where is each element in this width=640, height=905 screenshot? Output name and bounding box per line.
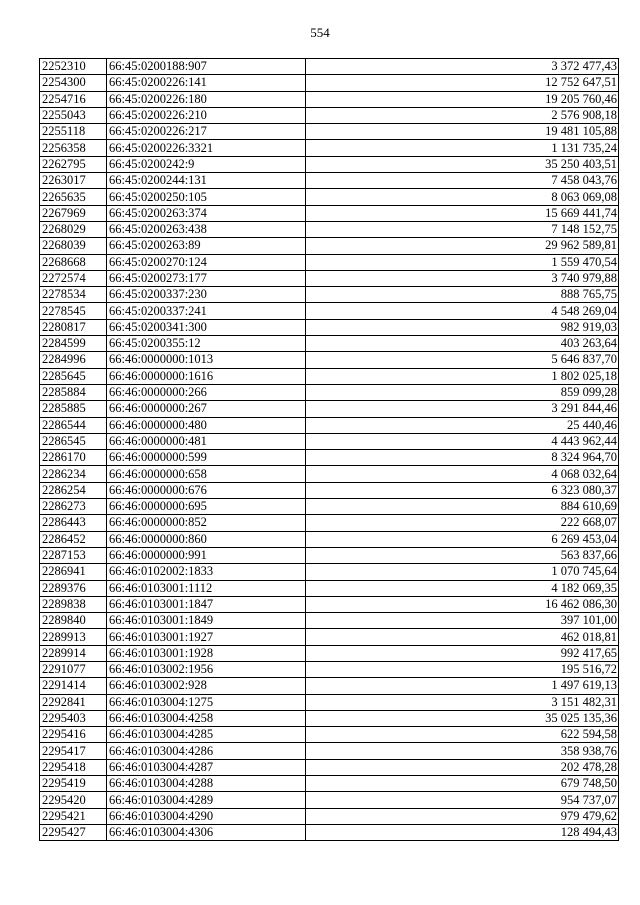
record-id-cell: 2289376 <box>40 580 107 596</box>
record-id-cell: 2262795 <box>40 156 107 172</box>
table-row <box>40 107 619 123</box>
record-id-cell: 2254716 <box>40 91 107 107</box>
cadastral-number-cell: 66:46:0000000:599 <box>107 450 306 466</box>
table-row <box>40 91 619 107</box>
record-id-cell: 2263017 <box>40 173 107 189</box>
cadastral-number-cell: 66:45:0200226:180 <box>107 91 306 107</box>
cadastral-number-cell: 66:45:0200263:89 <box>107 238 306 254</box>
amount-cell: 4 068 032,64 <box>306 466 619 482</box>
table-row <box>40 482 619 498</box>
cadastral-number-cell: 66:46:0000000:695 <box>107 499 306 515</box>
cadastral-number-cell: 66:46:0000000:991 <box>107 547 306 563</box>
amount-cell: 1 497 619,13 <box>306 678 619 694</box>
amount-cell: 1 802 025,18 <box>306 368 619 384</box>
table-row <box>40 270 619 286</box>
record-id-cell: 2268029 <box>40 221 107 237</box>
record-id-cell: 2295420 <box>40 792 107 808</box>
cadastral-number-cell: 66:46:0103004:4288 <box>107 776 306 792</box>
record-id-cell: 2280817 <box>40 319 107 335</box>
cadastral-number-cell: 66:46:0000000:676 <box>107 482 306 498</box>
table-row <box>40 75 619 91</box>
record-id-cell: 2286941 <box>40 564 107 580</box>
table-row <box>40 564 619 580</box>
amount-cell: 2 576 908,18 <box>306 107 619 123</box>
record-id-cell: 2268039 <box>40 238 107 254</box>
cadastral-number-cell: 66:46:0000000:266 <box>107 384 306 400</box>
cadastral-number-cell: 66:46:0103002:928 <box>107 678 306 694</box>
record-id-cell: 2286452 <box>40 531 107 547</box>
table-row <box>40 450 619 466</box>
record-id-cell: 2286273 <box>40 499 107 515</box>
amount-cell: 954 737,07 <box>306 792 619 808</box>
amount-cell: 19 481 105,88 <box>306 124 619 140</box>
cadastral-number-cell: 66:45:0200226:210 <box>107 107 306 123</box>
amount-cell: 397 101,00 <box>306 613 619 629</box>
record-id-cell: 2289913 <box>40 629 107 645</box>
amount-cell: 195 516,72 <box>306 661 619 677</box>
cadastral-number-cell: 66:45:0200273:177 <box>107 270 306 286</box>
cadastral-number-cell: 66:46:0000000:860 <box>107 531 306 547</box>
page-number: 554 <box>310 25 330 40</box>
table-row <box>40 124 619 140</box>
amount-cell: 1 559 470,54 <box>306 254 619 270</box>
table-row <box>40 629 619 645</box>
record-id-cell: 2286254 <box>40 482 107 498</box>
amount-cell: 982 919,03 <box>306 319 619 335</box>
amount-cell: 979 479,62 <box>306 808 619 824</box>
amount-cell: 5 646 837,70 <box>306 352 619 368</box>
record-id-cell: 2285885 <box>40 401 107 417</box>
amount-cell: 679 748,50 <box>306 776 619 792</box>
record-id-cell: 2295421 <box>40 808 107 824</box>
cadastral-number-cell: 66:46:0000000:1013 <box>107 352 306 368</box>
amount-cell: 4 548 269,04 <box>306 303 619 319</box>
record-id-cell: 2285645 <box>40 368 107 384</box>
cadastral-number-cell: 66:46:0000000:658 <box>107 466 306 482</box>
record-id-cell: 2284599 <box>40 336 107 352</box>
table-row <box>40 531 619 547</box>
table-row <box>40 384 619 400</box>
cadastral-number-cell: 66:45:0200337:230 <box>107 287 306 303</box>
record-id-cell: 2292841 <box>40 694 107 710</box>
amount-cell: 3 740 979,88 <box>306 270 619 286</box>
amount-cell: 4 182 069,35 <box>306 580 619 596</box>
record-id-cell: 2295427 <box>40 824 107 840</box>
table-row <box>40 694 619 710</box>
record-id-cell: 2291077 <box>40 661 107 677</box>
cadastral-number-cell: 66:45:0200242:9 <box>107 156 306 172</box>
record-id-cell: 2255118 <box>40 124 107 140</box>
amount-cell: 128 494,43 <box>306 824 619 840</box>
record-id-cell: 2278534 <box>40 287 107 303</box>
record-id-cell: 2287153 <box>40 547 107 563</box>
record-id-cell: 2295417 <box>40 743 107 759</box>
record-id-cell: 2265635 <box>40 189 107 205</box>
amount-cell: 563 837,66 <box>306 547 619 563</box>
table-row <box>40 238 619 254</box>
amount-cell: 859 099,28 <box>306 384 619 400</box>
cadastral-number-cell: 66:46:0103004:4285 <box>107 727 306 743</box>
record-id-cell: 2268668 <box>40 254 107 270</box>
table-row <box>40 336 619 352</box>
cadastral-number-cell: 66:46:0103002:1956 <box>107 661 306 677</box>
amount-cell: 884 610,69 <box>306 499 619 515</box>
cadastral-number-cell: 66:45:0200355:12 <box>107 336 306 352</box>
record-id-cell: 2295403 <box>40 710 107 726</box>
table-row <box>40 499 619 515</box>
amount-cell: 992 417,65 <box>306 645 619 661</box>
cadastral-number-cell: 66:46:0103001:1112 <box>107 580 306 596</box>
cadastral-number-cell: 66:46:0102002:1833 <box>107 564 306 580</box>
table-row <box>40 580 619 596</box>
table-row <box>40 792 619 808</box>
amount-cell: 8 324 964,70 <box>306 450 619 466</box>
record-id-cell: 2289838 <box>40 596 107 612</box>
cadastral-number-cell: 66:46:0103004:4306 <box>107 824 306 840</box>
table-row <box>40 319 619 335</box>
table-row <box>40 824 619 840</box>
cadastral-number-cell: 66:46:0103001:1849 <box>107 613 306 629</box>
cadastral-number-cell: 66:46:0000000:1616 <box>107 368 306 384</box>
amount-cell: 3 151 482,31 <box>306 694 619 710</box>
record-id-cell: 2255043 <box>40 107 107 123</box>
record-id-cell: 2285884 <box>40 384 107 400</box>
amount-cell: 6 269 453,04 <box>306 531 619 547</box>
cadastral-number-cell: 66:45:0200226:3321 <box>107 140 306 156</box>
amount-cell: 222 668,07 <box>306 515 619 531</box>
amount-cell: 1 070 745,64 <box>306 564 619 580</box>
table-row <box>40 303 619 319</box>
record-id-cell: 2289840 <box>40 613 107 629</box>
cadastral-number-cell: 66:46:0000000:267 <box>107 401 306 417</box>
amount-cell: 25 440,46 <box>306 417 619 433</box>
table-row <box>40 287 619 303</box>
cadastral-number-cell: 66:45:0200270:124 <box>107 254 306 270</box>
amount-cell: 403 263,64 <box>306 336 619 352</box>
amount-cell: 3 291 844,46 <box>306 401 619 417</box>
table-row <box>40 759 619 775</box>
amount-cell: 8 063 069,08 <box>306 189 619 205</box>
cadastral-number-cell: 66:45:0200244:131 <box>107 173 306 189</box>
record-id-cell: 2295418 <box>40 759 107 775</box>
amount-cell: 4 443 962,44 <box>306 433 619 449</box>
record-id-cell: 2254300 <box>40 75 107 91</box>
table-row <box>40 645 619 661</box>
cadastral-number-cell: 66:45:0200337:241 <box>107 303 306 319</box>
table-row <box>40 710 619 726</box>
cadastral-number-cell: 66:45:0200341:300 <box>107 319 306 335</box>
amount-cell: 358 938,76 <box>306 743 619 759</box>
amount-cell: 6 323 080,37 <box>306 482 619 498</box>
table-row <box>40 466 619 482</box>
amount-cell: 888 765,75 <box>306 287 619 303</box>
record-id-cell: 2286170 <box>40 450 107 466</box>
registry-table-body <box>40 59 619 841</box>
cadastral-number-cell: 66:46:0000000:480 <box>107 417 306 433</box>
amount-cell: 35 250 403,51 <box>306 156 619 172</box>
table-row <box>40 189 619 205</box>
amount-cell: 1 131 735,24 <box>306 140 619 156</box>
registry-table <box>39 58 619 841</box>
cadastral-number-cell: 66:45:0200263:374 <box>107 205 306 221</box>
amount-cell: 15 669 441,74 <box>306 205 619 221</box>
cadastral-number-cell: 66:46:0103004:4258 <box>107 710 306 726</box>
cadastral-number-cell: 66:45:0200226:141 <box>107 75 306 91</box>
record-id-cell: 2272574 <box>40 270 107 286</box>
cadastral-number-cell: 66:45:0200263:438 <box>107 221 306 237</box>
cadastral-number-cell: 66:46:0103001:1928 <box>107 645 306 661</box>
record-id-cell: 2286544 <box>40 417 107 433</box>
table-row <box>40 515 619 531</box>
amount-cell: 7 148 152,75 <box>306 221 619 237</box>
cadastral-number-cell: 66:46:0103004:4289 <box>107 792 306 808</box>
amount-cell: 7 458 043,76 <box>306 173 619 189</box>
amount-cell: 35 025 135,36 <box>306 710 619 726</box>
cadastral-number-cell: 66:45:0200250:105 <box>107 189 306 205</box>
cadastral-number-cell: 66:46:0103004:4287 <box>107 759 306 775</box>
table-row <box>40 727 619 743</box>
table-row <box>40 140 619 156</box>
record-id-cell: 2284996 <box>40 352 107 368</box>
table-row <box>40 59 619 75</box>
table-row <box>40 661 619 677</box>
table-row <box>40 678 619 694</box>
record-id-cell: 2295416 <box>40 727 107 743</box>
record-id-cell: 2278545 <box>40 303 107 319</box>
cadastral-number-cell: 66:46:0103001:1847 <box>107 596 306 612</box>
record-id-cell: 2252310 <box>40 59 107 75</box>
table-row <box>40 173 619 189</box>
amount-cell: 622 594,58 <box>306 727 619 743</box>
amount-cell: 3 372 477,43 <box>306 59 619 75</box>
amount-cell: 19 205 760,46 <box>306 91 619 107</box>
record-id-cell: 2286545 <box>40 433 107 449</box>
table-row <box>40 254 619 270</box>
cadastral-number-cell: 66:46:0103004:1275 <box>107 694 306 710</box>
amount-cell: 16 462 086,30 <box>306 596 619 612</box>
cadastral-number-cell: 66:46:0000000:481 <box>107 433 306 449</box>
table-row <box>40 433 619 449</box>
table-row <box>40 613 619 629</box>
table-row <box>40 808 619 824</box>
table-row <box>40 368 619 384</box>
record-id-cell: 2295419 <box>40 776 107 792</box>
amount-cell: 12 752 647,51 <box>306 75 619 91</box>
cadastral-number-cell: 66:45:0200226:217 <box>107 124 306 140</box>
table-row <box>40 776 619 792</box>
table-row <box>40 352 619 368</box>
table-row <box>40 743 619 759</box>
amount-cell: 202 478,28 <box>306 759 619 775</box>
table-row <box>40 156 619 172</box>
cadastral-number-cell: 66:46:0103001:1927 <box>107 629 306 645</box>
table-row <box>40 596 619 612</box>
record-id-cell: 2286234 <box>40 466 107 482</box>
record-id-cell: 2286443 <box>40 515 107 531</box>
amount-cell: 462 018,81 <box>306 629 619 645</box>
record-id-cell: 2291414 <box>40 678 107 694</box>
table-row <box>40 401 619 417</box>
cadastral-number-cell: 66:46:0103004:4290 <box>107 808 306 824</box>
record-id-cell: 2267969 <box>40 205 107 221</box>
record-id-cell: 2289914 <box>40 645 107 661</box>
amount-cell: 29 962 589,81 <box>306 238 619 254</box>
cadastral-number-cell: 66:46:0000000:852 <box>107 515 306 531</box>
table-row <box>40 417 619 433</box>
table-row <box>40 205 619 221</box>
cadastral-number-cell: 66:45:0200188:907 <box>107 59 306 75</box>
table-row <box>40 221 619 237</box>
record-id-cell: 2256358 <box>40 140 107 156</box>
cadastral-number-cell: 66:46:0103004:4286 <box>107 743 306 759</box>
table-row <box>40 547 619 563</box>
